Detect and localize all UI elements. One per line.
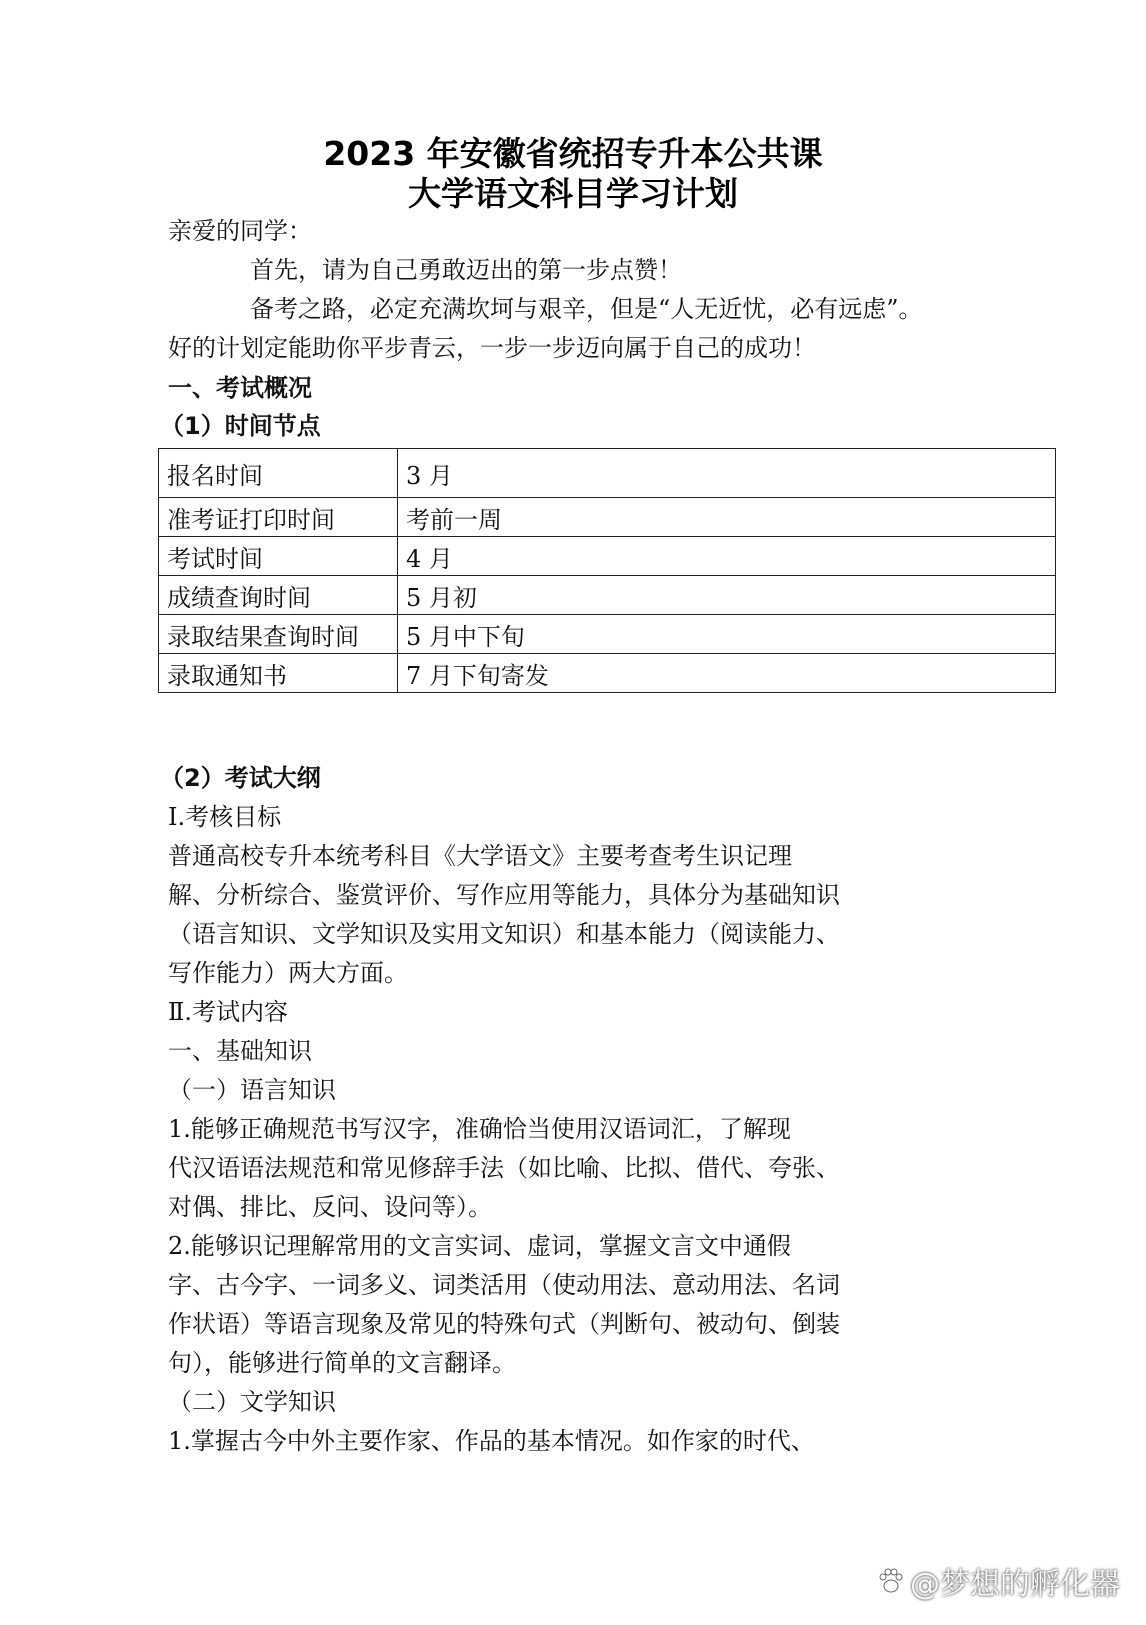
schedule-item: 录取通知书 xyxy=(159,654,398,693)
table-row xyxy=(159,498,1056,537)
section-heading-exam-overview: 一、考试概况 xyxy=(168,374,312,402)
outline-line: 对偶、排比、反问、设问等）。 xyxy=(168,1193,492,1221)
outline-line: Ⅱ.考试内容 xyxy=(168,998,288,1026)
outline-line: 字、古今字、一词多义、词类活用（使动用法、意动用法、名词 xyxy=(168,1271,840,1299)
watermark-text: @梦想的孵化器 xyxy=(910,1567,1120,1602)
outline-line: （二）文学知识 xyxy=(168,1388,336,1416)
subheading-exam-outline: （2）考试大纲 xyxy=(160,764,321,792)
table-row xyxy=(159,654,1056,693)
schedule-time: 7 月下旬寄发 xyxy=(398,654,1056,693)
schedule-item: 准考证打印时间 xyxy=(159,498,398,537)
schedule-time: 5 月中下旬 xyxy=(398,615,1056,654)
outline-line: 普通高校专升本统考科目《大学语文》主要考查考生识记理 xyxy=(168,842,792,870)
subheading-time-nodes: （1）时间节点 xyxy=(160,412,321,440)
schedule-item: 考试时间 xyxy=(159,537,398,576)
greeting: 亲爱的同学： xyxy=(168,217,312,245)
paw-logo-icon xyxy=(876,1566,906,1596)
schedule-item: 报名时间 xyxy=(159,449,398,498)
outline-line: 1.掌握古今中外主要作家、作品的基本情况。如作家的时代、 xyxy=(168,1427,815,1455)
table-row xyxy=(159,449,1056,498)
outline-line: 2.能够识记理解常用的文言实词、虚词，掌握文言文中通假 xyxy=(168,1232,791,1260)
outline-line: （一）语言知识 xyxy=(168,1076,336,1104)
schedule-table xyxy=(158,448,1056,693)
schedule-item: 录取结果查询时间 xyxy=(159,615,398,654)
outline-line: 代汉语语法规范和常见修辞手法（如比喻、比拟、借代、夸张、 xyxy=(168,1154,840,1182)
outline-line: 1.能够正确规范书写汉字，准确恰当使用汉语词汇，了解现 xyxy=(168,1115,791,1143)
watermark xyxy=(876,1559,1120,1603)
schedule-time: 5 月初 xyxy=(398,576,1056,615)
outline-line: 写作能力）两大方面。 xyxy=(168,959,408,987)
table-row xyxy=(159,615,1056,654)
outline-line: 一、基础知识 xyxy=(168,1037,312,1065)
intro-paragraph-2-line-2: 好的计划定能助你平步青云，一步一步迈向属于自己的成功！ xyxy=(168,334,816,362)
outline-line: （语言知识、文学知识及实用文知识）和基本能力（阅读能力、 xyxy=(168,920,840,948)
outline-line: 作状语）等语言现象及常见的特殊句式（判断句、被动句、倒装 xyxy=(168,1310,840,1338)
schedule-item: 成绩查询时间 xyxy=(159,576,398,615)
outline-line: 句），能够进行简单的文言翻译。 xyxy=(168,1349,516,1377)
intro-paragraph-2-line-1: 备考之路，必定充满坎坷与艰辛，但是“人无近忧，必有远虑”。 xyxy=(250,295,923,323)
table-row xyxy=(159,576,1056,615)
schedule-time: 4 月 xyxy=(398,537,1056,576)
document-title-line2: 大学语文科目学习计划 xyxy=(408,174,738,213)
outline-line: Ⅰ.考核目标 xyxy=(168,803,282,831)
table-row xyxy=(159,537,1056,576)
outline-line: 解、分析综合、鉴赏评价、写作应用等能力，具体分为基础知识 xyxy=(168,881,840,909)
document-title-line1: 2023 年安徽省统招专升本公共课 xyxy=(323,134,823,173)
intro-paragraph-1: 首先，请为自己勇敢迈出的第一步点赞！ xyxy=(250,256,682,284)
schedule-time: 考前一周 xyxy=(398,498,1056,537)
schedule-time: 3 月 xyxy=(398,449,1056,498)
